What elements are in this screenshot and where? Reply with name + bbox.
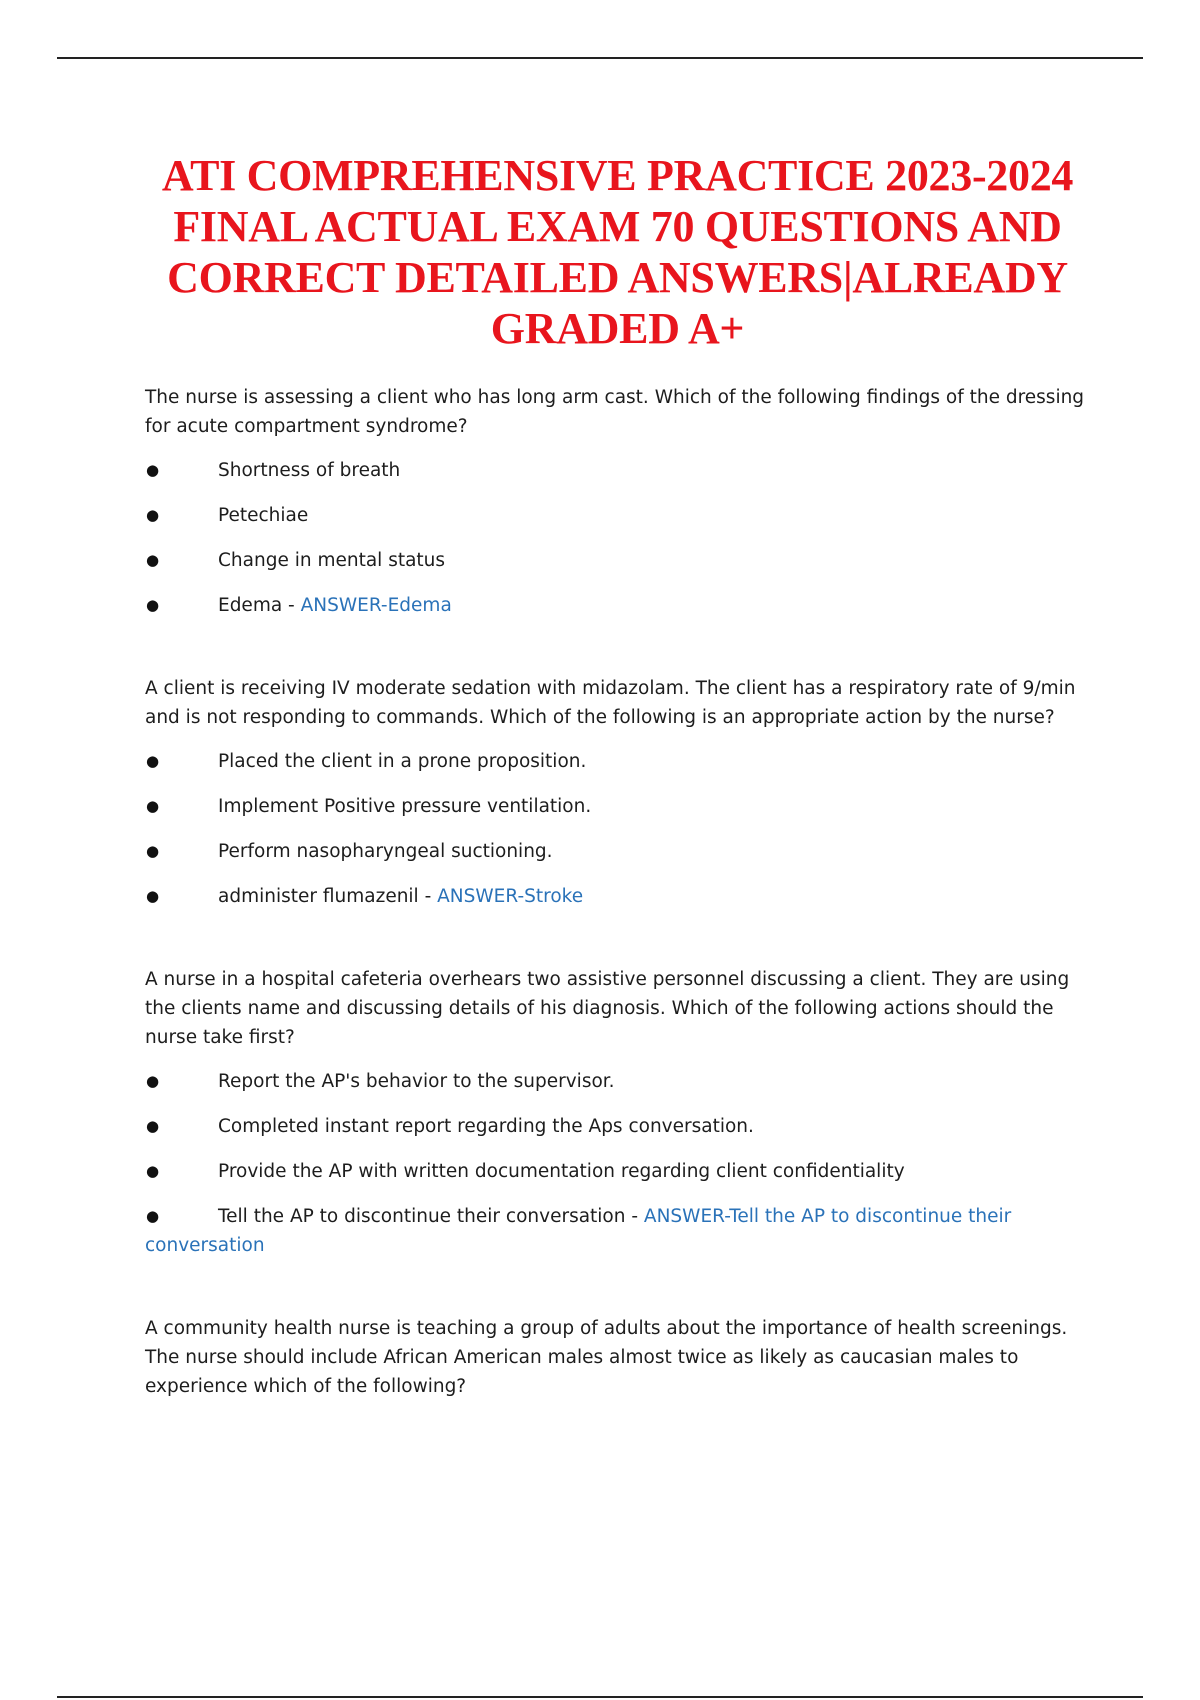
option-list <box>145 1067 1085 1260</box>
option-item <box>145 591 1085 620</box>
bullet-icon: ● <box>146 1207 160 1225</box>
bullet-icon: ● <box>146 461 160 479</box>
bullet-icon: ● <box>146 752 160 770</box>
footer-rule <box>57 1696 1143 1698</box>
title-line: ATI COMPREHENSIVE PRACTICE 2023-2024 <box>161 151 1074 200</box>
question-list <box>145 383 1085 1416</box>
bullet-icon: ● <box>146 842 160 860</box>
option-item <box>145 1112 1085 1141</box>
option-text: Petechiae <box>218 505 309 526</box>
answer-text: ANSWER-Edema <box>300 595 452 616</box>
title-line: FINAL ACTUAL EXAM 70 QUESTIONS AND <box>173 202 1062 251</box>
option-item <box>145 792 1085 821</box>
option-text: administer flumazenil - <box>218 886 438 907</box>
bullet-icon: ● <box>146 1117 160 1135</box>
question-stem: A community health nurse is teaching a group of adults about the importance of health screenings. The nurse should include African American males almost twice as likely as caucasian males to experience which of the following? <box>145 1318 1068 1397</box>
option-item <box>145 837 1085 866</box>
option-item <box>145 747 1085 776</box>
answer-text: ANSWER-Stroke <box>437 886 584 907</box>
question-stem: A client is receiving IV moderate sedation with midazolam. The client has a respiratory rate of 9/min and is not responding to commands. Which of the following is an appropriate action by the nurse? <box>145 678 1076 728</box>
option-list <box>145 747 1085 911</box>
answer-text: ANSWER-Tell the AP to discontinue their conversation <box>145 1206 1012 1256</box>
document-title <box>120 150 1115 354</box>
option-text: Change in mental status <box>218 550 446 571</box>
option-text: Placed the client in a prone proposition. <box>218 751 587 772</box>
bullet-icon: ● <box>146 1072 160 1090</box>
bullet-icon: ● <box>146 797 160 815</box>
bullet-icon: ● <box>146 596 160 614</box>
question-stem: The nurse is assessing a client who has long arm cast. Which of the following findings of the dressing for acute compartment syndrome? <box>145 387 1085 437</box>
option-text: Tell the AP to discontinue their conversation - <box>218 1206 644 1227</box>
question-4 <box>145 1314 1085 1401</box>
question-1 <box>145 383 1085 620</box>
option-item <box>145 882 1085 911</box>
option-text: Completed instant report regarding the Aps conversation. <box>218 1116 754 1137</box>
option-list <box>145 456 1085 620</box>
question-3 <box>145 965 1085 1260</box>
option-text: Shortness of breath <box>218 460 401 481</box>
option-item <box>145 456 1085 485</box>
option-item <box>145 1202 1085 1260</box>
title-line: GRADED A+ <box>490 304 745 353</box>
option-item <box>145 501 1085 530</box>
option-text: Report the AP's behavior to the supervisor. <box>218 1071 615 1092</box>
option-text: Perform nasopharyngeal suctioning. <box>218 841 553 862</box>
option-text: Edema - <box>218 595 301 616</box>
option-item <box>145 546 1085 575</box>
question-2 <box>145 674 1085 911</box>
option-text: Implement Positive pressure ventilation. <box>218 796 592 817</box>
bullet-icon: ● <box>146 551 160 569</box>
bullet-icon: ● <box>146 1162 160 1180</box>
option-item <box>145 1157 1085 1186</box>
bullet-icon: ● <box>146 887 160 905</box>
question-stem: A nurse in a hospital cafeteria overhears two assistive personnel discussing a client. They are using the clients name and discussing details of his diagnosis. Which of the following actions should the nurse take first? <box>145 969 1070 1048</box>
title-line: CORRECT DETAILED ANSWERS|ALREADY <box>167 253 1068 302</box>
header-rule <box>57 57 1143 59</box>
bullet-icon: ● <box>146 506 160 524</box>
option-item <box>145 1067 1085 1096</box>
option-text: Provide the AP with written documentation regarding client confidentiality <box>218 1161 905 1182</box>
